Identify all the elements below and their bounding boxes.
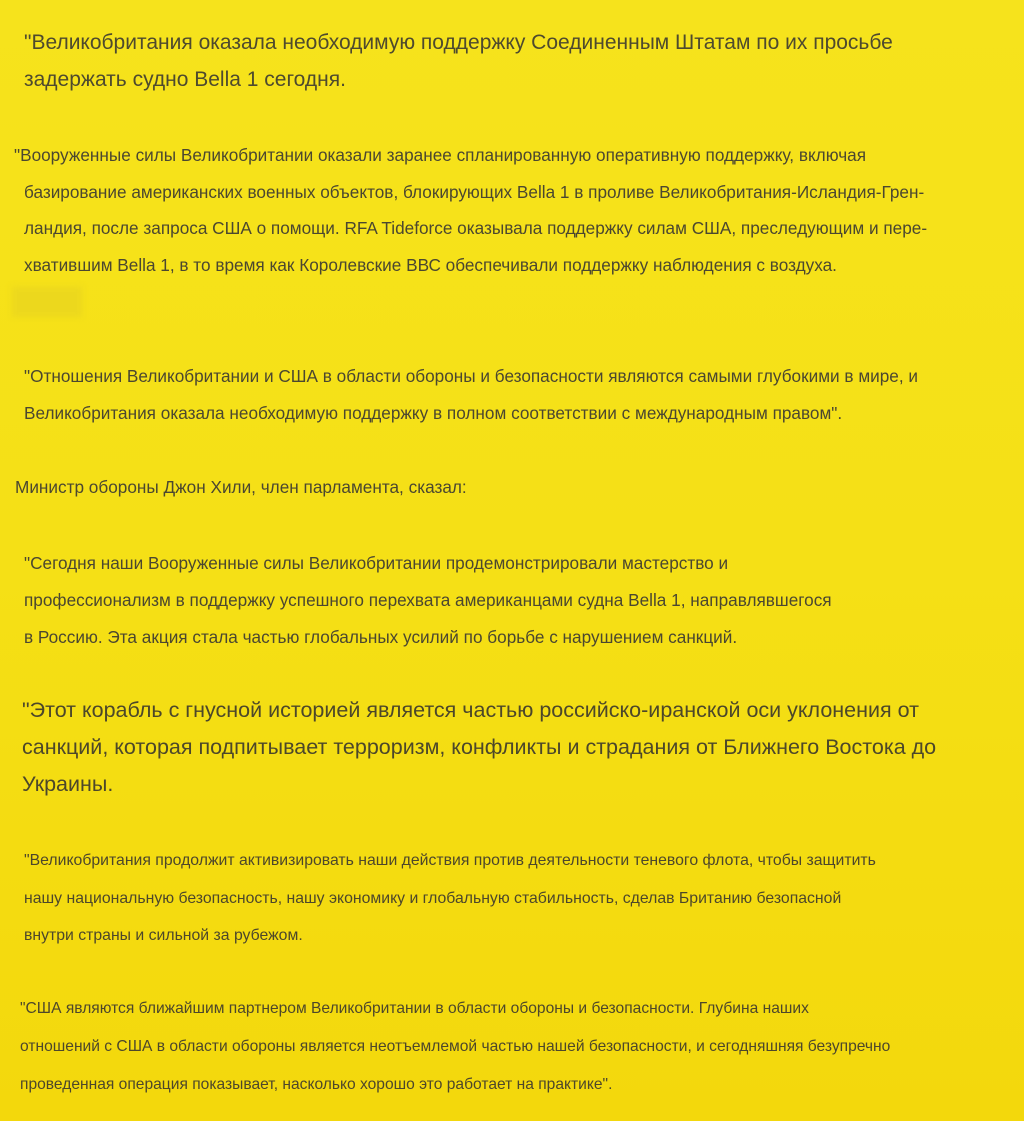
text-line: в Россию. Эта акция стала частью глобальных усилий по борьбе с нарушением санкций. bbox=[24, 627, 738, 647]
paragraph-minister-intro bbox=[15, 472, 467, 502]
text-line: задержать судно Bella 1 сегодня. bbox=[24, 68, 346, 91]
text-line: отношений с США в области обороны является неотъемлемой частью нашей безопасности, и сегодняшняя безупречно bbox=[20, 1038, 891, 1055]
text-line: санкций, которая подпитывает терроризм, конфликты и страдания от Ближнего Востока до bbox=[22, 735, 937, 759]
text-line: "Этот корабль с гнусной историей является частью российско-иранской оси уклонения от bbox=[22, 698, 919, 722]
paragraph-closest-partner bbox=[20, 990, 890, 1104]
text-line: базирование американских военных объектов, блокирующих Bella 1 в проливе Великобритания-Исландия-Грен- bbox=[24, 181, 925, 202]
text-line: Украины. bbox=[22, 772, 114, 796]
text-line: "Великобритания оказала необходимую поддержку Соединенным Штатам по их просьбе bbox=[24, 31, 893, 54]
text-line: проведенная операция показывает, насколько хорошо это работает на практике". bbox=[20, 1076, 613, 1093]
text-line: нашу национальную безопасность, нашу экономику и глобальную стабильность, сделав Британию безопасной bbox=[24, 889, 842, 907]
image-artifact bbox=[12, 287, 82, 317]
text-line: "США являются ближайшим партнером Великобритании в области обороны и безопасности. Глубина наших bbox=[20, 1000, 809, 1017]
text-line: внутри страны и сильной за рубежом. bbox=[24, 927, 303, 944]
text-line: "Вооруженные силы Великобритании оказали заранее спланированную оперативную поддержку, включая bbox=[14, 145, 867, 165]
text-line: "Отношения Великобритании и США в области обороны и безопасности являются самыми глубокими в мире, и bbox=[24, 366, 919, 386]
text-line: "Сегодня наши Вооруженные силы Великобритании продемонстрировали мастерство и bbox=[24, 553, 729, 573]
text-line: профессионализм в поддержку успешного перехвата американцами судна Bella 1, направлявшегося bbox=[24, 590, 832, 610]
paragraph-minister-quote-1 bbox=[24, 545, 832, 656]
paragraph-shadow-fleet bbox=[24, 842, 876, 955]
text-line: хватившим Bella 1, в то время как Королевские ВВС обеспечивали поддержку наблюдения с воздуха. bbox=[24, 254, 837, 275]
text-line: Великобритания оказала необходимую поддержку в полном соответствии с международным правом". bbox=[24, 403, 843, 423]
text-line: "Великобритания продолжит активизировать наши действия против деятельности теневого флота, чтобы защитить bbox=[24, 852, 876, 869]
paragraph-minister-quote-2 bbox=[22, 692, 936, 803]
paragraph-defence-relations bbox=[24, 358, 918, 432]
text-line: ландия, после запроса США о помощи. RFA Tideforce оказывала поддержку силам США, преследующим и пере- bbox=[24, 218, 928, 238]
text-line: Министр обороны Джон Хили, член парламента, сказал: bbox=[15, 477, 467, 497]
paragraph-armed-forces-support bbox=[14, 137, 927, 283]
paragraph-uk-support-statement bbox=[24, 24, 893, 98]
